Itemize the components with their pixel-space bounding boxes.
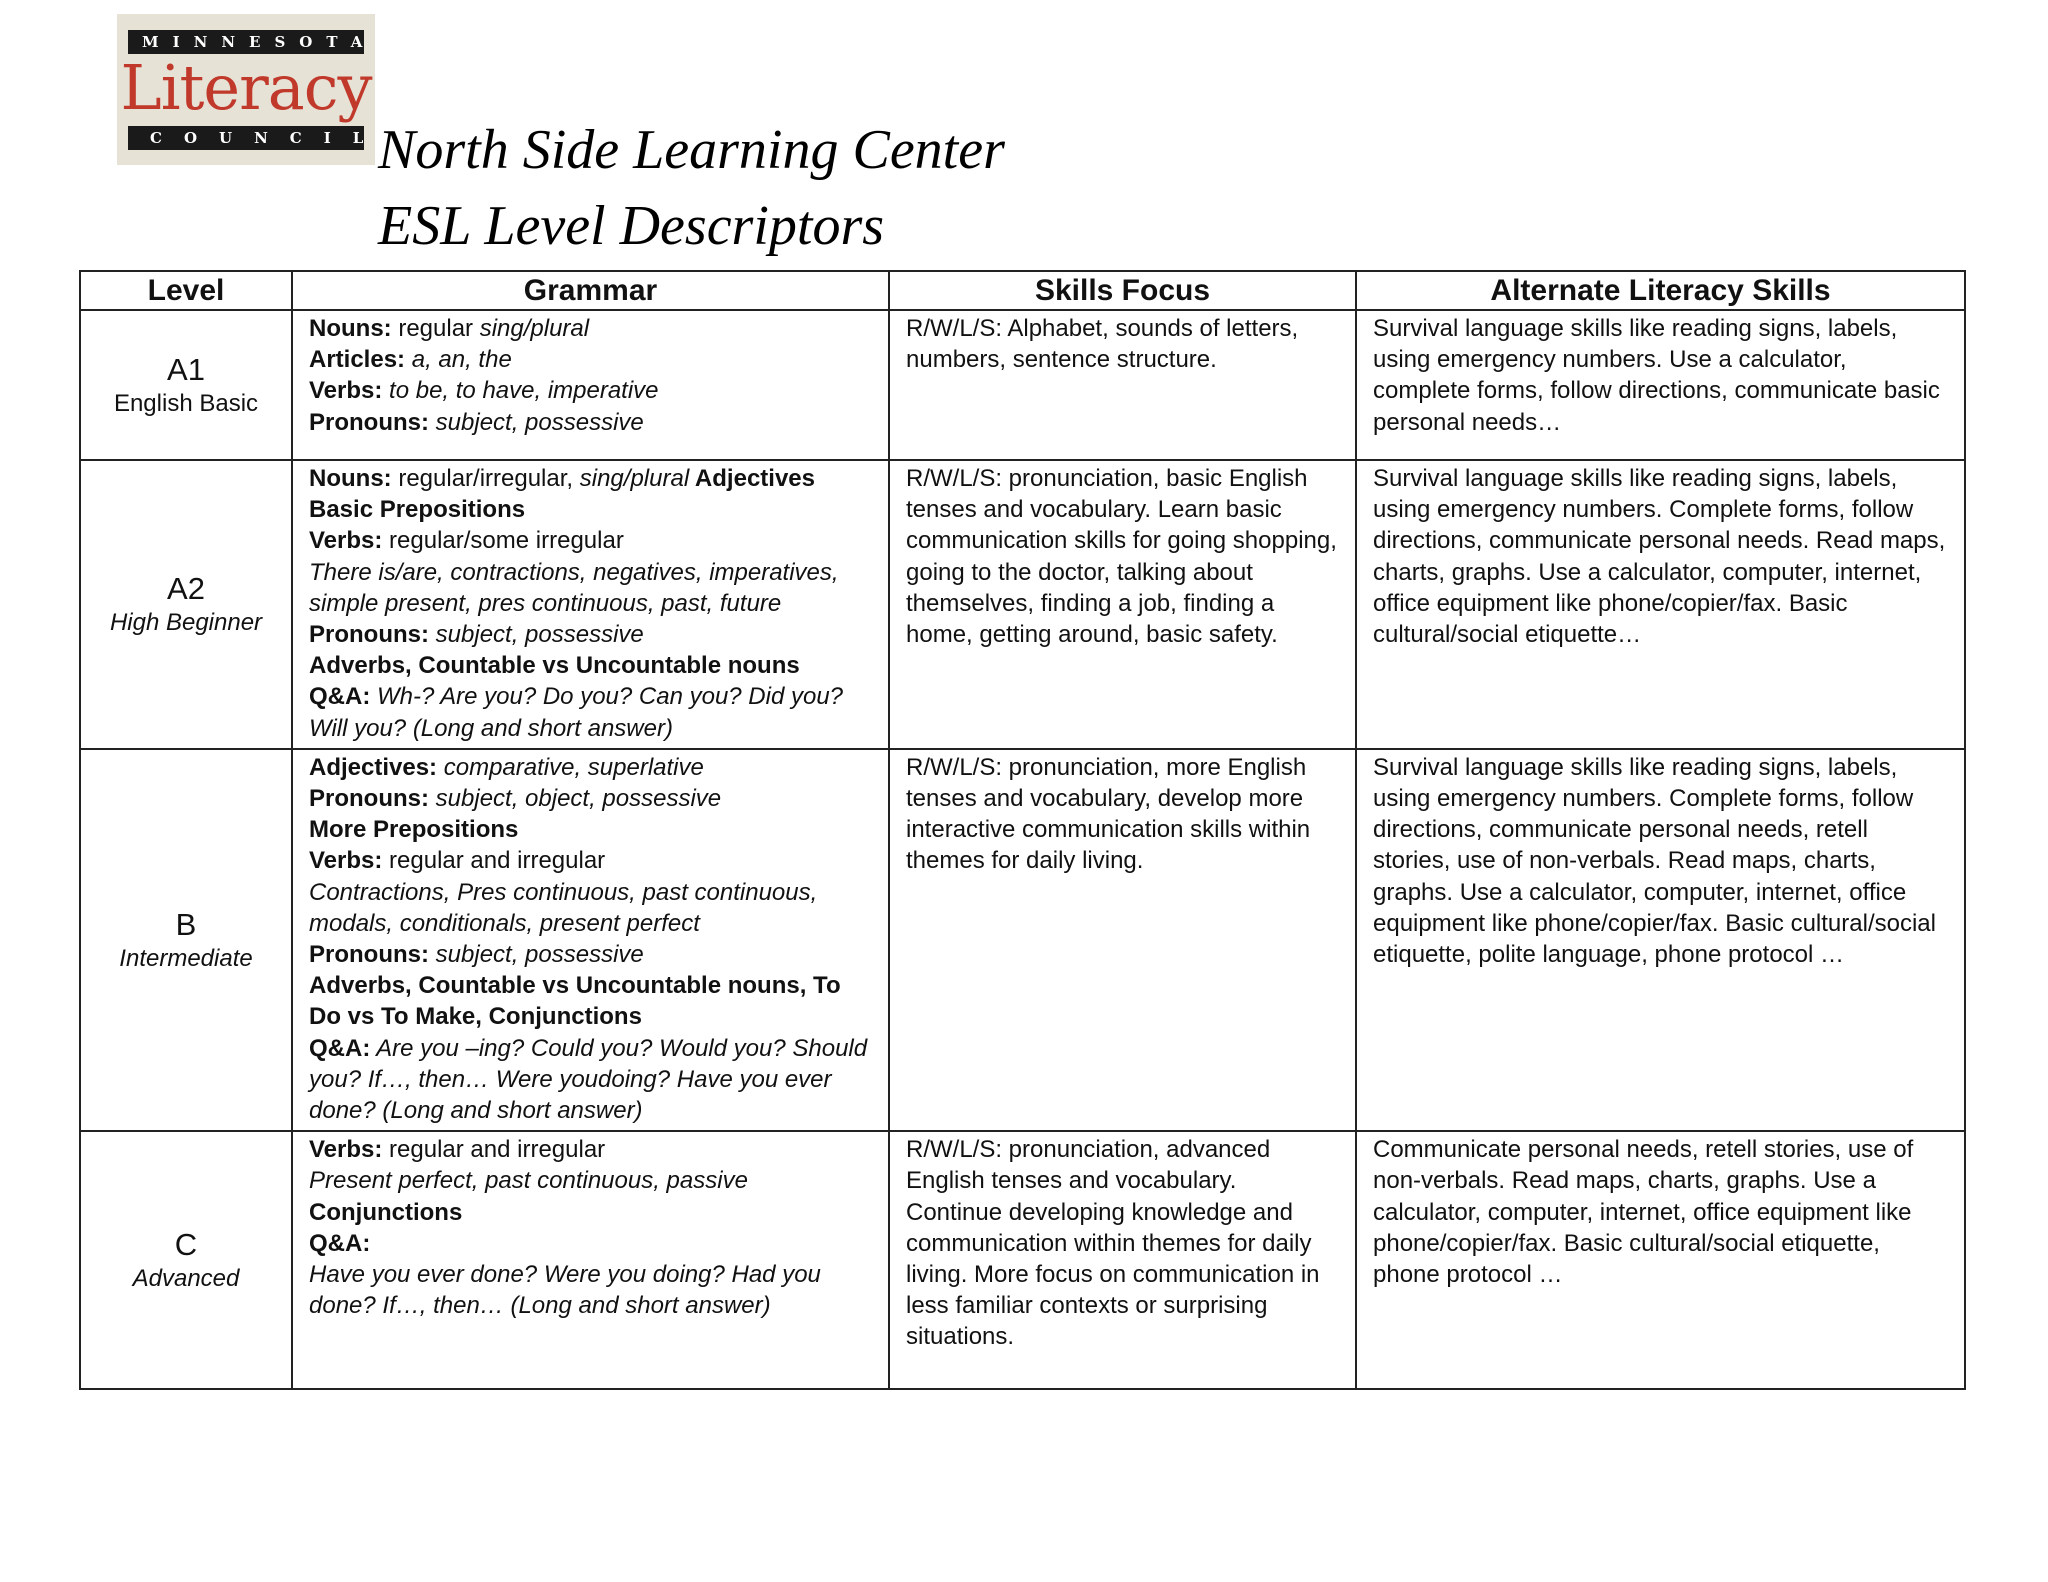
header-skills-focus: Skills Focus xyxy=(889,271,1356,310)
grammar-bold-text: Pronouns: xyxy=(309,785,429,813)
grammar-bold-text: Q&A: xyxy=(309,683,371,711)
minnesota-literacy-council-logo xyxy=(117,14,386,165)
grammar-text-text: regular/irregular, xyxy=(391,465,580,492)
grammar-bold-text: Adverbs, Countable vs Uncountable nouns xyxy=(309,652,800,680)
grammar-text-text: regular/some irregular xyxy=(382,527,624,555)
grammar-line xyxy=(309,970,872,1032)
grammar-cell xyxy=(292,310,889,460)
grammar-italic-text: Wh-? Are you? Do you? Can you? Did you? Will you? (Long and short answer) xyxy=(309,683,844,742)
alternate-literacy-cell: Survival language skills like reading signs, labels, using emergency numbers. Use a calculator, complete forms, follow directions, communicate basic personal needs… xyxy=(1356,310,1965,460)
alternate-literacy-cell: Survival language skills like reading signs, labels, using emergency numbers. Complete forms, follow directions, communicate personal needs. Read maps, charts, graphs. Use a calculator, computer, internet, office equipment like phone/copier/fax. Basic cultural/social etiquette… xyxy=(1356,460,1965,749)
esl-level-table xyxy=(79,270,1966,1390)
table-row xyxy=(80,310,1965,460)
grammar-italic-text: There is/are, contractions, negatives, imperatives, simple present, pres continuous, past, future xyxy=(309,558,839,617)
grammar-italic-text: sing/plural xyxy=(579,465,690,492)
grammar-line xyxy=(309,877,872,939)
header-alternate-literacy-skills: Alternate Literacy Skills xyxy=(1356,271,1965,310)
grammar-italic-text: subject, object, possessive xyxy=(429,785,722,813)
skills-focus-cell: R/W/L/S: pronunciation, advanced English tenses and vocabulary. Continue developing knowledge and communication within themes for daily living. More focus on communication in less familiar contexts or surprising situations. xyxy=(889,1131,1356,1389)
grammar-line xyxy=(309,557,872,619)
grammar-line xyxy=(309,783,872,814)
title-line-1: North Side Learning Center xyxy=(378,119,1005,181)
grammar-line xyxy=(309,814,872,845)
grammar-text-text: regular and irregular xyxy=(382,1136,606,1164)
grammar-bold-text: Verbs: xyxy=(309,847,383,875)
grammar-line xyxy=(309,375,872,406)
level-cell xyxy=(80,460,292,749)
grammar-line xyxy=(309,407,872,438)
grammar-line xyxy=(309,1197,872,1228)
grammar-line xyxy=(309,1228,872,1259)
logo-top-band: MINNESOTA xyxy=(128,30,364,54)
table-row xyxy=(80,1131,1965,1389)
table-header-row xyxy=(80,271,1965,310)
grammar-italic-text: subject, possessive xyxy=(429,941,644,969)
header-grammar: Grammar xyxy=(292,271,889,310)
level-name: Intermediate xyxy=(119,945,253,973)
grammar-bold-text: Adjectives: xyxy=(309,753,438,781)
grammar-italic-text: Present perfect, past continuous, passive xyxy=(309,1167,748,1195)
grammar-bold2-text: Adjectives xyxy=(689,465,815,492)
table-row xyxy=(80,460,1965,749)
grammar-italic-text: to be, to have, imperative xyxy=(382,377,659,405)
grammar-bold-text: Verbs: xyxy=(309,377,383,405)
grammar-italic-text: sing/plural xyxy=(479,315,590,342)
level-code: B xyxy=(175,907,197,943)
table-row xyxy=(80,749,1965,1131)
logo-bottom-band: COUNCIL xyxy=(128,126,364,150)
grammar-cell xyxy=(292,460,889,749)
grammar-text-text: regular xyxy=(391,315,480,342)
level-cell xyxy=(80,1131,292,1389)
grammar-line xyxy=(309,752,872,783)
grammar-italic-text: Have you ever done? Were you doing? Had you done? If…, then… (Long and short answer) xyxy=(309,1261,821,1320)
logo-word: Literacy xyxy=(120,51,372,124)
grammar-italic-text: subject, possessive xyxy=(429,621,644,649)
grammar-bold-text: More Prepositions xyxy=(309,816,519,844)
grammar-text-text: regular and irregular xyxy=(382,847,606,875)
skills-focus-cell: R/W/L/S: Alphabet, sounds of letters, numbers, sentence structure. xyxy=(889,310,1356,460)
grammar-line xyxy=(309,681,872,743)
level-name: English Basic xyxy=(113,390,259,417)
grammar-line xyxy=(309,939,872,970)
grammar-line xyxy=(309,650,872,681)
level-code: A2 xyxy=(167,571,205,607)
skills-focus-cell: R/W/L/S: pronunciation, basic English tenses and vocabulary. Learn basic communication skills for going shopping, going to the doctor, talking about themselves, finding a job, finding a home, getting around, basic safety. xyxy=(889,460,1356,749)
level-cell xyxy=(80,749,292,1131)
grammar-line xyxy=(309,525,872,556)
grammar-line xyxy=(309,494,872,525)
grammar-italic-text: a, an, the xyxy=(405,346,512,374)
grammar-italic-text: subject, possessive xyxy=(429,408,644,436)
level-name: High Beginner xyxy=(109,609,263,637)
grammar-bold-text: Pronouns: xyxy=(309,621,429,649)
grammar-bold-text: Conjunctions xyxy=(309,1198,463,1226)
level-name: Advanced xyxy=(132,1265,240,1293)
title-line-2: ESL Level Descriptors xyxy=(378,195,885,257)
grammar-bold-text: Q&A: xyxy=(309,1034,371,1062)
grammar-bold-text: Verbs: xyxy=(309,527,383,555)
grammar-line xyxy=(309,1033,872,1127)
grammar-line xyxy=(309,845,872,876)
grammar-bold-text: Articles: xyxy=(309,346,406,374)
grammar-line xyxy=(309,313,872,344)
grammar-italic-text: comparative, superlative xyxy=(437,753,704,781)
grammar-line xyxy=(309,1165,872,1196)
alternate-literacy-cell: Survival language skills like reading signs, labels, using emergency numbers. Complete forms, follow directions, communicate personal needs, retell stories, use of non-verbals. Read maps, charts, graphs. Use a calculator, computer, internet, office equipment like phone/copier/fax. Basic cultural/social etiquette, polite language, phone protocol … xyxy=(1356,749,1965,1131)
grammar-line xyxy=(309,1134,872,1165)
grammar-bold-text: Verbs: xyxy=(309,1136,383,1164)
grammar-cell xyxy=(292,1131,889,1389)
alternate-literacy-cell: Communicate personal needs, retell stories, use of non-verbals. Read maps, charts, graphs. Use a calculator, computer, internet, office equipment like phone/copier/fax. Basic cultural/social etiquette, phone protocol … xyxy=(1356,1131,1965,1389)
grammar-line xyxy=(309,463,872,494)
grammar-line xyxy=(309,344,872,375)
level-code: A1 xyxy=(167,352,205,387)
skills-focus-cell: R/W/L/S: pronunciation, more English tenses and vocabulary, develop more interactive communication skills within themes for daily living. xyxy=(889,749,1356,1131)
grammar-italic-text: Are you –ing? Could you? Would you? Should you? If…, then… Were youdoing? Have you ever done? (Long and short answer) xyxy=(309,1034,868,1125)
grammar-bold-text: Pronouns: xyxy=(309,941,429,969)
grammar-bold-text: Nouns: xyxy=(309,465,392,492)
grammar-bold-text: Adverbs, Countable vs Uncountable nouns, To Do vs To Make, Conjunctions xyxy=(309,972,841,1031)
header-level: Level xyxy=(80,271,292,310)
grammar-bold-text: Pronouns: xyxy=(309,408,429,436)
level-cell xyxy=(80,310,292,460)
level-code: C xyxy=(174,1227,198,1263)
grammar-cell xyxy=(292,749,889,1131)
page-title xyxy=(378,112,1005,264)
grammar-line xyxy=(309,1259,872,1321)
grammar-italic-text: Contractions, Pres continuous, past continuous, modals, conditionals, present perfect xyxy=(309,878,818,937)
grammar-bold-text: Basic Prepositions xyxy=(309,496,526,524)
grammar-bold-text: Q&A: xyxy=(309,1229,371,1257)
grammar-bold-text: Nouns: xyxy=(309,315,392,342)
grammar-line xyxy=(309,619,872,650)
